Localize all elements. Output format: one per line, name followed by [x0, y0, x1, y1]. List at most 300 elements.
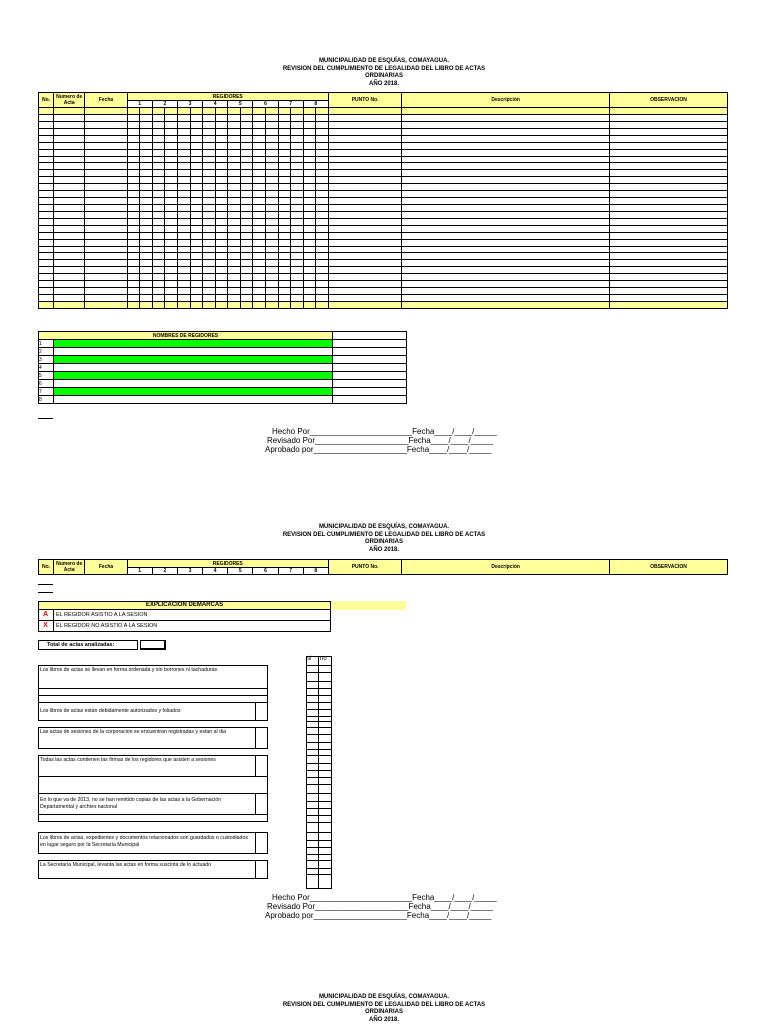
- table-cell[interactable]: [215, 281, 228, 288]
- table-cell[interactable]: [228, 246, 241, 253]
- table-cell[interactable]: [39, 149, 54, 156]
- table-cell[interactable]: [402, 294, 610, 301]
- table-cell[interactable]: [316, 281, 329, 288]
- table-cell[interactable]: [240, 128, 253, 135]
- table-cell[interactable]: [85, 204, 127, 211]
- table-cell[interactable]: [54, 204, 85, 211]
- table-cell[interactable]: [253, 128, 266, 135]
- table-cell[interactable]: [402, 288, 610, 295]
- table-cell[interactable]: [177, 198, 190, 205]
- table-cell[interactable]: [190, 288, 203, 295]
- table-cell[interactable]: [328, 135, 402, 142]
- table-cell[interactable]: [203, 301, 216, 308]
- table-cell[interactable]: [54, 121, 85, 128]
- table-cell[interactable]: [140, 267, 153, 274]
- table-cell[interactable]: [316, 246, 329, 253]
- table-cell[interactable]: [291, 239, 304, 246]
- table-cell[interactable]: [215, 294, 228, 301]
- table-cell[interactable]: [39, 211, 54, 218]
- table-cell[interactable]: [278, 121, 291, 128]
- table-cell[interactable]: [253, 218, 266, 225]
- table-cell[interactable]: [303, 253, 316, 260]
- table-cell[interactable]: [402, 184, 610, 191]
- table-cell[interactable]: [253, 170, 266, 177]
- table-cell[interactable]: [303, 177, 316, 184]
- table-cell[interactable]: [215, 301, 228, 308]
- table-cell[interactable]: [215, 211, 228, 218]
- table-cell[interactable]: [303, 149, 316, 156]
- table-cell[interactable]: [203, 294, 216, 301]
- table-cell[interactable]: [303, 239, 316, 246]
- table-cell[interactable]: [316, 163, 329, 170]
- table-cell[interactable]: [253, 156, 266, 163]
- table-cell[interactable]: [140, 281, 153, 288]
- table-cell[interactable]: [203, 149, 216, 156]
- table-cell[interactable]: [39, 135, 54, 142]
- table-cell[interactable]: [140, 142, 153, 149]
- table-cell[interactable]: [127, 246, 140, 253]
- table-cell[interactable]: [215, 115, 228, 122]
- table-cell[interactable]: [265, 142, 278, 149]
- table-cell[interactable]: [127, 211, 140, 218]
- table-cell[interactable]: [316, 142, 329, 149]
- table-cell[interactable]: [278, 294, 291, 301]
- table-cell[interactable]: [278, 225, 291, 232]
- table-cell[interactable]: [265, 281, 278, 288]
- table-cell[interactable]: [190, 142, 203, 149]
- table-cell[interactable]: [127, 128, 140, 135]
- table-cell[interactable]: [190, 239, 203, 246]
- table-cell[interactable]: [316, 211, 329, 218]
- table-cell[interactable]: [127, 170, 140, 177]
- table-cell[interactable]: [240, 246, 253, 253]
- table-cell[interactable]: [253, 225, 266, 232]
- table-cell[interactable]: [328, 301, 402, 308]
- table-cell[interactable]: [190, 211, 203, 218]
- table-cell[interactable]: [291, 156, 304, 163]
- table-cell[interactable]: [127, 191, 140, 198]
- table-cell[interactable]: [177, 218, 190, 225]
- table-cell[interactable]: [303, 232, 316, 239]
- table-cell[interactable]: [228, 163, 241, 170]
- table-cell[interactable]: [127, 260, 140, 267]
- table-cell[interactable]: [291, 191, 304, 198]
- table-cell[interactable]: [54, 156, 85, 163]
- table-cell[interactable]: [215, 198, 228, 205]
- table-cell[interactable]: [54, 294, 85, 301]
- table-cell[interactable]: [85, 184, 127, 191]
- table-cell[interactable]: [291, 163, 304, 170]
- table-cell[interactable]: [54, 135, 85, 142]
- table-cell[interactable]: [278, 142, 291, 149]
- table-cell[interactable]: [402, 218, 610, 225]
- table-cell[interactable]: [190, 281, 203, 288]
- table-cell[interactable]: [165, 170, 178, 177]
- table-cell[interactable]: [228, 288, 241, 295]
- table-cell[interactable]: [85, 121, 127, 128]
- table-cell[interactable]: [228, 170, 241, 177]
- table-cell[interactable]: [39, 142, 54, 149]
- table-cell[interactable]: [190, 267, 203, 274]
- table-cell[interactable]: [291, 301, 304, 308]
- table-cell[interactable]: [609, 115, 727, 122]
- table-cell[interactable]: [316, 115, 329, 122]
- table-cell[interactable]: [203, 281, 216, 288]
- table-cell[interactable]: [203, 253, 216, 260]
- table-cell[interactable]: [54, 170, 85, 177]
- table-cell[interactable]: [165, 232, 178, 239]
- table-cell[interactable]: [165, 121, 178, 128]
- table-cell[interactable]: [190, 198, 203, 205]
- table-cell[interactable]: [127, 184, 140, 191]
- table-cell[interactable]: [190, 301, 203, 308]
- table-cell[interactable]: [228, 115, 241, 122]
- table-cell[interactable]: [316, 301, 329, 308]
- table-cell[interactable]: [152, 108, 165, 115]
- table-cell[interactable]: [328, 149, 402, 156]
- table-cell[interactable]: [177, 170, 190, 177]
- table-cell[interactable]: [152, 177, 165, 184]
- table-cell[interactable]: [291, 225, 304, 232]
- table-cell[interactable]: [328, 198, 402, 205]
- table-cell[interactable]: [39, 170, 54, 177]
- table-cell[interactable]: [140, 204, 153, 211]
- table-cell[interactable]: [215, 184, 228, 191]
- table-cell[interactable]: [253, 135, 266, 142]
- table-cell[interactable]: [54, 267, 85, 274]
- table-cell[interactable]: [328, 267, 402, 274]
- table-cell[interactable]: [402, 163, 610, 170]
- table-cell[interactable]: [303, 267, 316, 274]
- table-cell[interactable]: [127, 225, 140, 232]
- table-cell[interactable]: [609, 267, 727, 274]
- table-cell[interactable]: [39, 115, 54, 122]
- table-cell[interactable]: [291, 267, 304, 274]
- table-cell[interactable]: [609, 225, 727, 232]
- table-cell[interactable]: [328, 211, 402, 218]
- table-cell[interactable]: [328, 204, 402, 211]
- table-cell[interactable]: [177, 232, 190, 239]
- table-cell[interactable]: [228, 267, 241, 274]
- table-cell[interactable]: [85, 156, 127, 163]
- table-cell[interactable]: [152, 225, 165, 232]
- table-cell[interactable]: [253, 301, 266, 308]
- table-cell[interactable]: [152, 170, 165, 177]
- regidor-name-cell[interactable]: [54, 340, 333, 348]
- table-cell[interactable]: [85, 198, 127, 205]
- table-cell[interactable]: [609, 191, 727, 198]
- table-cell[interactable]: [328, 294, 402, 301]
- table-cell[interactable]: [165, 108, 178, 115]
- table-cell[interactable]: [177, 135, 190, 142]
- table-cell[interactable]: [177, 253, 190, 260]
- table-cell[interactable]: [402, 135, 610, 142]
- table-cell[interactable]: [127, 156, 140, 163]
- table-cell[interactable]: [85, 135, 127, 142]
- table-cell[interactable]: [278, 149, 291, 156]
- table-cell[interactable]: [39, 198, 54, 205]
- table-cell[interactable]: [177, 288, 190, 295]
- table-cell[interactable]: [215, 239, 228, 246]
- table-cell[interactable]: [402, 121, 610, 128]
- table-cell[interactable]: [54, 184, 85, 191]
- table-cell[interactable]: [228, 184, 241, 191]
- table-cell[interactable]: [215, 128, 228, 135]
- table-cell[interactable]: [278, 253, 291, 260]
- table-cell[interactable]: [190, 246, 203, 253]
- names-extra-cell[interactable]: [333, 388, 407, 396]
- table-cell[interactable]: [291, 184, 304, 191]
- table-cell[interactable]: [85, 218, 127, 225]
- table-cell[interactable]: [609, 211, 727, 218]
- table-cell[interactable]: [215, 177, 228, 184]
- table-cell[interactable]: [140, 135, 153, 142]
- table-cell[interactable]: [228, 274, 241, 281]
- table-cell[interactable]: [39, 218, 54, 225]
- table-cell[interactable]: [165, 239, 178, 246]
- table-cell[interactable]: [127, 135, 140, 142]
- table-cell[interactable]: [278, 156, 291, 163]
- table-cell[interactable]: [265, 301, 278, 308]
- table-cell[interactable]: [177, 301, 190, 308]
- table-cell[interactable]: [278, 204, 291, 211]
- table-cell[interactable]: [85, 232, 127, 239]
- table-cell[interactable]: [203, 142, 216, 149]
- table-cell[interactable]: [39, 121, 54, 128]
- table-cell[interactable]: [165, 294, 178, 301]
- table-cell[interactable]: [140, 198, 153, 205]
- table-cell[interactable]: [265, 294, 278, 301]
- table-cell[interactable]: [328, 108, 402, 115]
- table-cell[interactable]: [303, 260, 316, 267]
- table-cell[interactable]: [190, 115, 203, 122]
- table-cell[interactable]: [316, 108, 329, 115]
- table-cell[interactable]: [328, 288, 402, 295]
- table-cell[interactable]: [291, 128, 304, 135]
- table-cell[interactable]: [140, 294, 153, 301]
- table-cell[interactable]: [39, 246, 54, 253]
- table-cell[interactable]: [54, 211, 85, 218]
- table-cell[interactable]: [54, 163, 85, 170]
- table-cell[interactable]: [54, 177, 85, 184]
- table-cell[interactable]: [402, 232, 610, 239]
- table-cell[interactable]: [165, 260, 178, 267]
- table-cell[interactable]: [316, 267, 329, 274]
- table-cell[interactable]: [127, 267, 140, 274]
- table-cell[interactable]: [240, 288, 253, 295]
- table-cell[interactable]: [203, 184, 216, 191]
- table-cell[interactable]: [140, 288, 153, 295]
- table-cell[interactable]: [402, 177, 610, 184]
- table-cell[interactable]: [152, 204, 165, 211]
- table-cell[interactable]: [240, 163, 253, 170]
- table-cell[interactable]: [215, 232, 228, 239]
- table-cell[interactable]: [152, 246, 165, 253]
- table-cell[interactable]: [316, 288, 329, 295]
- table-cell[interactable]: [39, 108, 54, 115]
- table-cell[interactable]: [278, 198, 291, 205]
- table-cell[interactable]: [316, 260, 329, 267]
- table-cell[interactable]: [228, 121, 241, 128]
- table-cell[interactable]: [85, 177, 127, 184]
- table-cell[interactable]: [253, 239, 266, 246]
- table-cell[interactable]: [54, 301, 85, 308]
- table-cell[interactable]: [140, 260, 153, 267]
- table-cell[interactable]: [328, 142, 402, 149]
- table-cell[interactable]: [165, 301, 178, 308]
- table-cell[interactable]: [127, 218, 140, 225]
- table-cell[interactable]: [165, 204, 178, 211]
- table-cell[interactable]: [152, 274, 165, 281]
- table-cell[interactable]: [240, 115, 253, 122]
- table-cell[interactable]: [54, 232, 85, 239]
- table-cell[interactable]: [609, 135, 727, 142]
- table-cell[interactable]: [203, 211, 216, 218]
- table-cell[interactable]: [240, 177, 253, 184]
- table-cell[interactable]: [39, 260, 54, 267]
- regidor-name-cell[interactable]: [54, 364, 333, 372]
- table-cell[interactable]: [240, 294, 253, 301]
- table-cell[interactable]: [291, 142, 304, 149]
- table-cell[interactable]: [140, 218, 153, 225]
- table-cell[interactable]: [328, 225, 402, 232]
- table-cell[interactable]: [127, 121, 140, 128]
- table-cell[interactable]: [127, 198, 140, 205]
- names-extra-cell[interactable]: [333, 356, 407, 364]
- table-cell[interactable]: [316, 156, 329, 163]
- table-cell[interactable]: [402, 274, 610, 281]
- table-cell[interactable]: [127, 163, 140, 170]
- table-cell[interactable]: [228, 108, 241, 115]
- table-cell[interactable]: [127, 177, 140, 184]
- names-extra-cell[interactable]: [333, 396, 407, 404]
- table-cell[interactable]: [39, 204, 54, 211]
- table-cell[interactable]: [240, 225, 253, 232]
- table-cell[interactable]: [278, 177, 291, 184]
- table-cell[interactable]: [278, 301, 291, 308]
- table-cell[interactable]: [303, 163, 316, 170]
- table-cell[interactable]: [265, 108, 278, 115]
- table-cell[interactable]: [240, 108, 253, 115]
- table-cell[interactable]: [140, 149, 153, 156]
- table-cell[interactable]: [127, 288, 140, 295]
- table-cell[interactable]: [203, 288, 216, 295]
- table-cell[interactable]: [265, 128, 278, 135]
- names-extra-cell[interactable]: [333, 372, 407, 380]
- table-cell[interactable]: [177, 184, 190, 191]
- table-cell[interactable]: [39, 163, 54, 170]
- table-cell[interactable]: [265, 204, 278, 211]
- table-cell[interactable]: [190, 135, 203, 142]
- table-cell[interactable]: [316, 184, 329, 191]
- table-cell[interactable]: [190, 156, 203, 163]
- table-cell[interactable]: [609, 260, 727, 267]
- table-cell[interactable]: [265, 135, 278, 142]
- table-cell[interactable]: [165, 218, 178, 225]
- table-cell[interactable]: [228, 218, 241, 225]
- table-cell[interactable]: [54, 225, 85, 232]
- table-cell[interactable]: [316, 225, 329, 232]
- table-cell[interactable]: [228, 142, 241, 149]
- table-cell[interactable]: [127, 301, 140, 308]
- table-cell[interactable]: [328, 232, 402, 239]
- table-cell[interactable]: [177, 294, 190, 301]
- regidor-name-cell[interactable]: [54, 356, 333, 364]
- table-cell[interactable]: [253, 121, 266, 128]
- table-cell[interactable]: [165, 288, 178, 295]
- table-cell[interactable]: [240, 274, 253, 281]
- table-cell[interactable]: [253, 267, 266, 274]
- table-cell[interactable]: [240, 149, 253, 156]
- table-cell[interactable]: [291, 177, 304, 184]
- table-cell[interactable]: [278, 128, 291, 135]
- table-cell[interactable]: [303, 128, 316, 135]
- table-cell[interactable]: [265, 288, 278, 295]
- table-cell[interactable]: [291, 253, 304, 260]
- table-cell[interactable]: [140, 163, 153, 170]
- table-cell[interactable]: [190, 294, 203, 301]
- table-cell[interactable]: [190, 204, 203, 211]
- table-cell[interactable]: [215, 108, 228, 115]
- table-cell[interactable]: [328, 121, 402, 128]
- table-cell[interactable]: [39, 267, 54, 274]
- table-cell[interactable]: [203, 121, 216, 128]
- table-cell[interactable]: [177, 211, 190, 218]
- table-cell[interactable]: [85, 246, 127, 253]
- table-cell[interactable]: [85, 301, 127, 308]
- table-cell[interactable]: [240, 121, 253, 128]
- table-cell[interactable]: [228, 211, 241, 218]
- table-cell[interactable]: [190, 163, 203, 170]
- table-cell[interactable]: [240, 267, 253, 274]
- table-cell[interactable]: [253, 232, 266, 239]
- table-cell[interactable]: [127, 294, 140, 301]
- table-cell[interactable]: [152, 128, 165, 135]
- table-cell[interactable]: [39, 128, 54, 135]
- table-cell[interactable]: [215, 163, 228, 170]
- table-cell[interactable]: [303, 211, 316, 218]
- table-cell[interactable]: [303, 121, 316, 128]
- table-cell[interactable]: [215, 225, 228, 232]
- table-cell[interactable]: [177, 156, 190, 163]
- table-cell[interactable]: [609, 121, 727, 128]
- table-cell[interactable]: [609, 253, 727, 260]
- table-cell[interactable]: [303, 281, 316, 288]
- table-cell[interactable]: [203, 163, 216, 170]
- table-cell[interactable]: [190, 170, 203, 177]
- table-cell[interactable]: [152, 218, 165, 225]
- table-cell[interactable]: [140, 191, 153, 198]
- table-cell[interactable]: [228, 225, 241, 232]
- table-cell[interactable]: [215, 260, 228, 267]
- table-cell[interactable]: [190, 260, 203, 267]
- table-cell[interactable]: [140, 232, 153, 239]
- table-cell[interactable]: [278, 211, 291, 218]
- table-cell[interactable]: [402, 108, 610, 115]
- table-cell[interactable]: [190, 218, 203, 225]
- table-cell[interactable]: [85, 225, 127, 232]
- table-cell[interactable]: [54, 274, 85, 281]
- table-cell[interactable]: [203, 218, 216, 225]
- table-cell[interactable]: [278, 191, 291, 198]
- table-cell[interactable]: [609, 246, 727, 253]
- table-cell[interactable]: [609, 142, 727, 149]
- table-cell[interactable]: [165, 184, 178, 191]
- regidor-name-cell[interactable]: [54, 348, 333, 356]
- table-cell[interactable]: [85, 170, 127, 177]
- table-cell[interactable]: [278, 218, 291, 225]
- table-cell[interactable]: [127, 108, 140, 115]
